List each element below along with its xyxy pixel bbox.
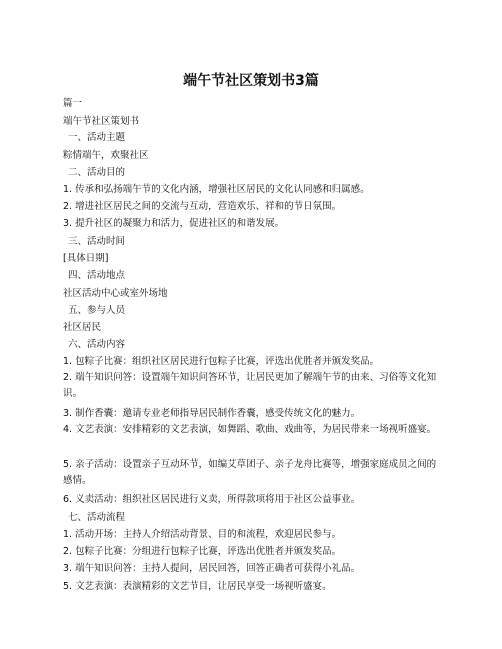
time-text: [具体日期] [63,253,109,264]
content-item-3: 3. 制作香囊：邀请专业老师指导居民制作香囊，感受传统文化的魅力。 [63,408,361,419]
subtitle: 端午节社区策划书 [63,116,140,127]
process-item-5: 5. 文艺表演：表演精彩的文艺节目，让居民享受一场视听盛宴。 [63,581,332,592]
heading-theme: 一、活动主题 [68,132,126,143]
heading-location: 四、活动地点 [68,270,126,281]
participants-text: 社区居民 [63,322,102,333]
heading-participants: 五、参与人员 [68,305,126,316]
process-item-1: 1. 活动开场：主持人介绍活动背景、目的和流程，欢迎居民参与。 [63,529,342,540]
content-item-1: 1. 包粽子比赛：组织社区居民进行包粽子比赛，评选出优胜者并颁发奖品。 [63,356,380,367]
content-item-2: 2. 端午知识问答：设置端午知识问答环节，让居民更加了解端午节的由来、习俗等文化知识。 [63,372,437,399]
content-item-5: 5. 亲子活动：设置亲子互动环节，如编艾草团子、亲子龙舟比赛等，增强家庭成员之间的感情。 [63,459,437,486]
location-text: 社区活动中心或室外场地 [63,288,168,299]
heading-purpose: 二、活动目的 [68,167,126,178]
document-title: 端午节社区策划书3篇 [183,73,319,89]
section-label: 篇一 [63,98,83,109]
heading-process: 七、活动流程 [68,512,126,523]
theme-text: 粽情端午，欢聚社区 [63,150,149,161]
content-item-4: 4. 文艺表演：安排精彩的文艺表演，如舞蹈、歌曲、戏曲等，为居民带来一场视听盛宴。 [63,424,437,435]
purpose-item-3: 3. 提升社区的凝聚力和活力，促进社区的和谐发展。 [63,218,285,229]
purpose-item-2: 2. 增进社区居民之间的交流与互动，营造欢乐、祥和的节日氛围。 [63,201,342,212]
heading-time: 三、活动时间 [68,236,126,247]
process-item-2: 2. 包粽子比赛：分组进行包粽子比赛，评选出优胜者并颁发奖品。 [63,546,342,557]
purpose-item-1: 1. 传承和弘扬端午节的文化内涵，增强社区居民的文化认同感和归属感。 [63,184,370,195]
process-item-3: 3. 端午知识问答：主持人提问，居民回答，回答正确者可获得小礼品。 [63,563,361,574]
content-item-6: 6. 义卖活动：组织社区居民进行义卖，所得款项将用于社区公益事业。 [63,494,361,505]
heading-content: 六、活动内容 [68,339,126,350]
